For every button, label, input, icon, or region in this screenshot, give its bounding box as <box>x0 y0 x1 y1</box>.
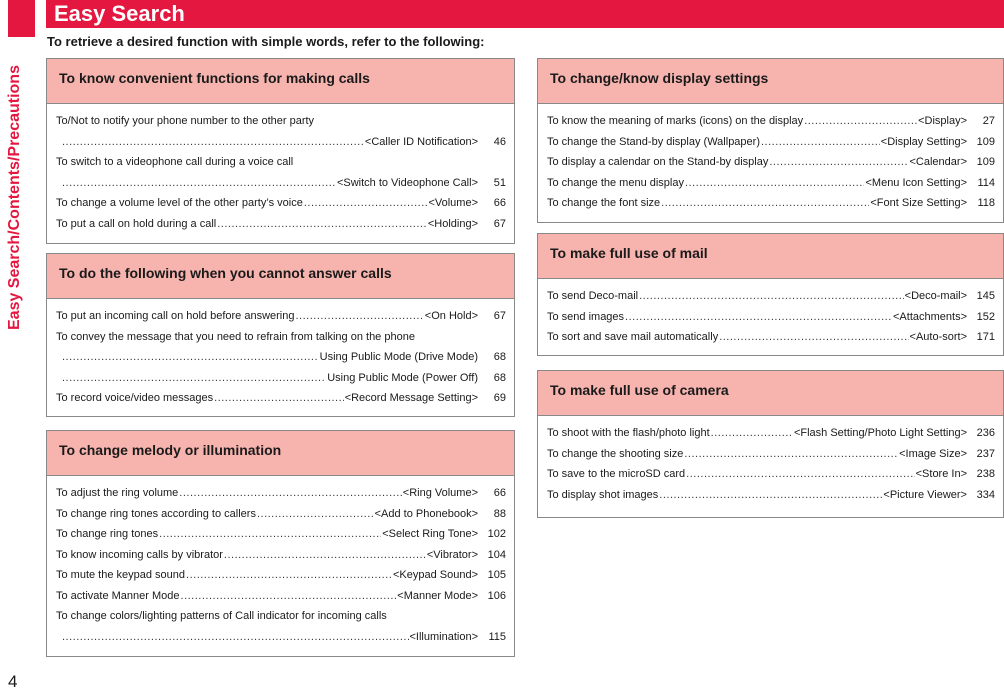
dot-leader <box>159 528 381 540</box>
entry-page: 46 <box>493 135 506 148</box>
index-entry <box>56 197 506 218</box>
index-entry <box>547 448 995 469</box>
section-box <box>46 58 515 244</box>
entry-reference: <Display> <box>918 115 967 127</box>
entry-text: To change the menu display <box>547 176 684 189</box>
entry-text: To adjust the ring volume <box>56 487 179 499</box>
entry-reference: <On Hold> <box>424 310 478 322</box>
index-entry <box>56 372 506 393</box>
index-entry <box>56 528 506 549</box>
section-box <box>537 233 1004 356</box>
entry-text: To record voice/video messages <box>56 392 214 404</box>
dot-leader <box>639 290 904 302</box>
entry-reference: <Volume> <box>428 197 478 209</box>
entry-page: 51 <box>493 176 506 189</box>
entry-reference: <Switch to Videophone Call> <box>336 176 478 189</box>
entry-reference: <Record Message Setting> <box>344 392 478 404</box>
entry-text: To shoot with the flash/photo light <box>547 427 710 439</box>
dot-leader <box>769 156 908 168</box>
index-entry <box>547 331 995 352</box>
index-entry <box>56 487 506 508</box>
entry-reference: <Vibrator> <box>426 548 478 561</box>
entry-page: 67 <box>493 310 506 322</box>
entry-page: 152 <box>976 310 995 323</box>
dot-leader <box>181 590 397 602</box>
entry-reference: <Picture Viewer> <box>883 488 967 501</box>
index-entry <box>56 115 506 136</box>
section-title: To make full use of camera <box>538 371 1003 416</box>
dot-leader <box>661 197 869 209</box>
entry-page: 118 <box>977 197 995 209</box>
entry-text: To mute the keypad sound <box>56 569 186 581</box>
index-entry <box>56 569 506 590</box>
dot-leader <box>685 177 865 189</box>
dot-leader <box>62 177 336 189</box>
dot-leader <box>224 549 426 561</box>
dot-leader <box>62 351 319 363</box>
index-entry <box>56 508 506 529</box>
entry-page: 109 <box>976 135 995 148</box>
section-box <box>46 253 515 417</box>
dot-leader <box>684 448 898 460</box>
entry-reference: <Manner Mode> <box>397 589 478 602</box>
entry-reference: <Menu Icon Setting> <box>865 176 967 189</box>
entry-reference: <Add to Phonebook> <box>374 507 478 520</box>
page-title: Easy Search <box>54 1 185 26</box>
entry-reference: <Auto-sort> <box>909 331 967 343</box>
index-entry <box>56 331 506 352</box>
dot-leader <box>686 468 914 480</box>
entry-page: 66 <box>493 197 506 209</box>
index-entry <box>547 136 995 157</box>
entry-text: To send Deco-mail <box>547 290 639 302</box>
index-entry <box>56 549 506 570</box>
section-box <box>46 430 515 657</box>
index-entry <box>547 115 995 136</box>
entry-text: To change the shooting size <box>547 447 684 460</box>
dot-leader <box>761 136 880 148</box>
index-entry <box>547 197 995 218</box>
page-subtitle: To retrieve a desired function with simple words, refer to the following: <box>47 34 485 49</box>
section-title: To make full use of mail <box>538 234 1003 279</box>
entry-reference: <Store In> <box>915 468 967 480</box>
entry-page: 237 <box>976 447 995 460</box>
index-entry <box>547 290 995 311</box>
entry-page: 67 <box>493 217 506 230</box>
entry-page: 114 <box>977 176 995 189</box>
entry-page: 68 <box>493 371 506 384</box>
entry-reference: <Illumination> <box>409 630 478 643</box>
index-entry <box>56 392 506 413</box>
side-tab <box>0 0 37 330</box>
entry-text: To convey the message that you need to refrain from talking on the phone <box>56 330 415 343</box>
entry-text: To change the Stand-by display (Wallpaper) <box>547 135 760 148</box>
dot-leader <box>257 508 374 520</box>
entry-reference: <Attachments> <box>893 310 967 323</box>
dot-leader <box>62 372 326 384</box>
entry-reference: <Display Setting> <box>880 135 967 148</box>
index-entry <box>547 311 995 332</box>
entry-reference: <Image Size> <box>899 447 967 460</box>
index-entry <box>56 136 506 157</box>
entry-reference: <Keypad Sound> <box>392 569 478 581</box>
entry-page: 27 <box>982 115 995 127</box>
entry-page: 68 <box>493 351 506 363</box>
entry-page: 109 <box>976 156 995 168</box>
entry-reference: Using Public Mode (Drive Mode) <box>319 351 478 363</box>
entry-text: To switch to a videophone call during a voice call <box>56 156 294 168</box>
section-title: To change/know display settings <box>538 59 1003 104</box>
entry-page: 106 <box>487 589 506 602</box>
entry-text: To change ring tones according to callers <box>56 507 256 520</box>
entry-reference: <Calendar> <box>909 156 967 168</box>
dot-leader <box>804 115 917 127</box>
section-title: To do the following when you cannot answer calls <box>47 254 514 299</box>
index-entry <box>56 156 506 177</box>
entry-page: 238 <box>976 468 995 480</box>
entry-page: 66 <box>493 487 506 499</box>
entry-text: To send images <box>547 310 625 323</box>
entry-reference: <Holding> <box>427 217 478 230</box>
entry-reference: <Select Ring Tone> <box>382 528 478 540</box>
index-entry <box>547 489 995 510</box>
index-entry <box>56 177 506 198</box>
entry-reference: <Deco-mail> <box>904 290 967 302</box>
entry-text: To sort and save mail automatically <box>547 331 719 343</box>
entry-page: 88 <box>493 507 506 520</box>
entry-text: To activate Manner Mode <box>56 589 180 602</box>
index-entry <box>547 468 995 489</box>
entry-reference: <Caller ID Notification> <box>364 135 478 148</box>
entry-text: To display shot images <box>547 488 659 501</box>
index-entry <box>547 177 995 198</box>
dot-leader <box>62 136 364 148</box>
entry-page: 171 <box>976 331 995 343</box>
entry-text: To change the font size <box>547 197 661 209</box>
page-header <box>46 0 1004 28</box>
index-entry <box>56 351 506 372</box>
entry-reference: <Ring Volume> <box>402 487 478 499</box>
index-entry <box>547 427 995 448</box>
index-entry <box>56 610 506 631</box>
entry-page: 115 <box>488 630 506 643</box>
entry-page: 334 <box>976 488 995 501</box>
dot-leader <box>719 331 908 343</box>
side-tab-label: Easy Search/Contents/Precautions <box>6 65 23 330</box>
dot-leader <box>295 310 423 322</box>
entry-text: To display a calendar on the Stand-by display <box>547 156 769 168</box>
index-entry <box>56 590 506 611</box>
section-title: To know convenient functions for making calls <box>47 59 514 104</box>
entry-text: To put an incoming call on hold before answering <box>56 310 295 322</box>
entry-page: 102 <box>487 528 506 540</box>
section-box <box>537 58 1004 223</box>
page-number: 4 <box>8 672 18 691</box>
entry-page: 104 <box>487 548 506 561</box>
entry-text: To know the meaning of marks (icons) on the display <box>547 115 804 127</box>
section-title: To change melody or illumination <box>47 431 514 476</box>
entry-text: To change a volume level of the other party’s voice <box>56 197 303 209</box>
entry-text: To/Not to notify your phone number to the other party <box>56 115 315 127</box>
dot-leader <box>625 311 892 323</box>
dot-leader <box>214 392 344 404</box>
side-tab-marker <box>8 0 35 37</box>
entry-text: To put a call on hold during a call <box>56 217 217 230</box>
entry-reference: Using Public Mode (Power Off) <box>327 371 478 384</box>
dot-leader <box>659 489 882 501</box>
entry-page: 69 <box>493 392 506 404</box>
dot-leader <box>304 197 428 209</box>
dot-leader <box>62 631 409 643</box>
entry-page: 105 <box>487 569 506 581</box>
entry-text: To know incoming calls by vibrator <box>56 548 223 561</box>
dot-leader <box>711 427 793 439</box>
entry-text: To change ring tones <box>56 528 159 540</box>
index-entry <box>56 310 506 331</box>
entry-page: 236 <box>976 427 995 439</box>
section-box <box>537 370 1004 518</box>
dot-leader <box>179 487 401 499</box>
dot-leader <box>217 218 427 230</box>
index-entry <box>56 218 506 239</box>
index-entry <box>547 156 995 177</box>
dot-leader <box>186 569 392 581</box>
entry-reference: <Flash Setting/Photo Light Setting> <box>793 427 967 439</box>
entry-page: 145 <box>976 290 995 302</box>
entry-reference: <Font Size Setting> <box>870 197 967 209</box>
entry-text: To change colors/lighting patterns of Call indicator for incoming calls <box>56 610 387 622</box>
index-entry <box>56 631 506 652</box>
entry-text: To save to the microSD card <box>547 468 686 480</box>
